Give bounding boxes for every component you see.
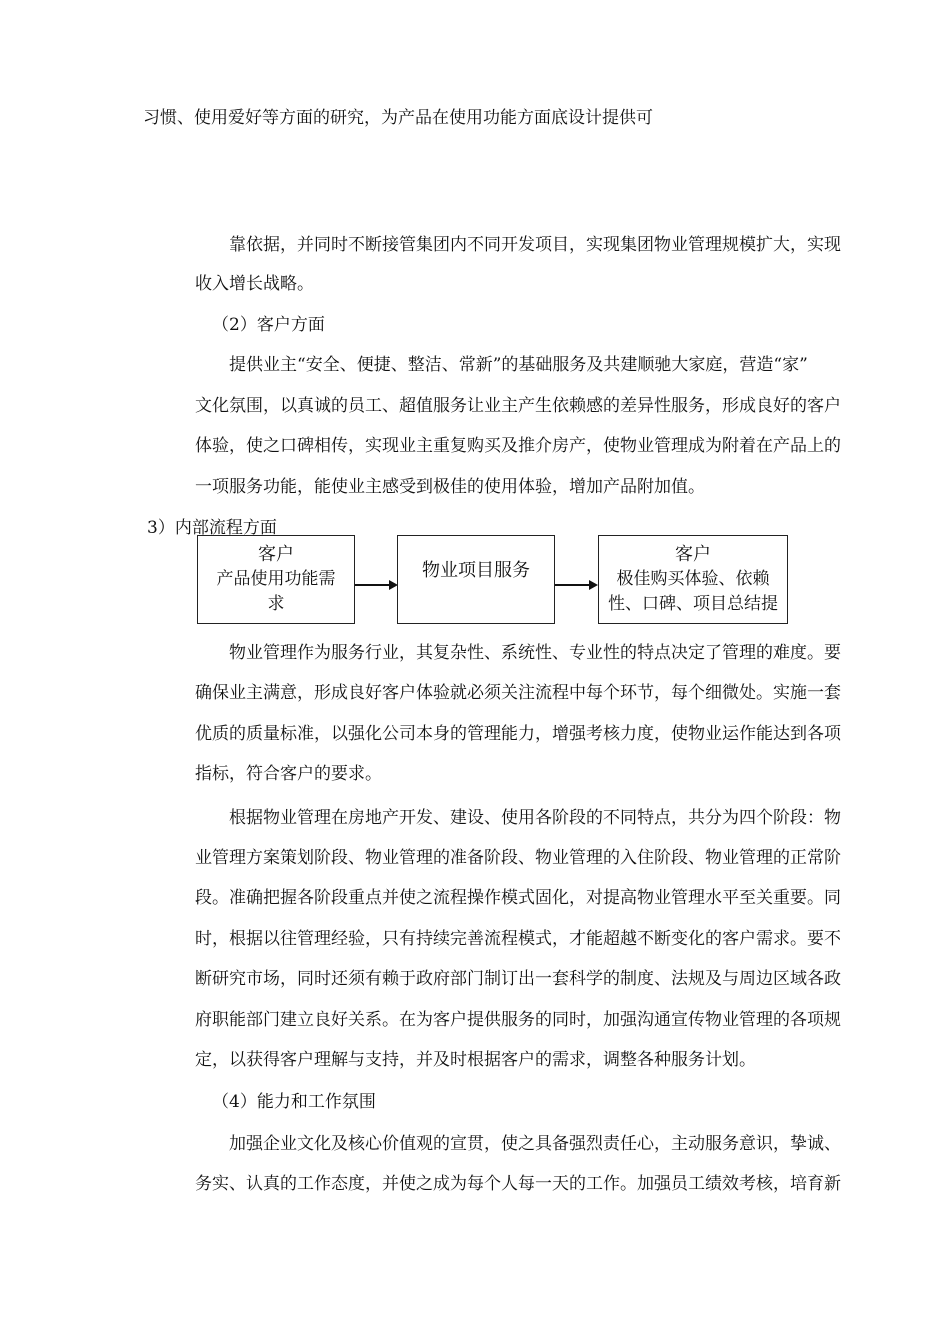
flow-box-property-service	[397, 535, 555, 624]
text-line: 断研究市场，同时还须有赖于政府部门制订出一套科学的制度、法规及与周边区域各政	[195, 969, 841, 989]
text-line: 府职能部门建立良好关系。在为客户提供服务的同时，加强沟通宣传物业管理的各项规	[195, 1010, 841, 1030]
box-desc-line: 产品使用功能需	[216, 569, 336, 589]
box-title: 物业项目服务	[422, 560, 530, 581]
box-desc-line: 求	[267, 594, 285, 614]
flow-arrow-icon	[355, 578, 399, 592]
section-heading: （4）能力和工作氛围	[212, 1092, 376, 1112]
text-line: 段。准确把握各阶段重点并使之流程操作模式固化，对提高物业管理水平至关重要。同	[195, 888, 841, 908]
box-desc-line: 性、口碑、项目总结提	[608, 594, 778, 614]
flow-box-customer-experience	[598, 535, 788, 624]
text-line: 确保业主满意，形成良好客户体验就必须关注流程中每个环节，每个细微处。实施一套	[195, 683, 841, 703]
section-heading: 3）内部流程方面	[147, 518, 277, 538]
text-line: 业管理方案策划阶段、物业管理的准备阶段、物业管理的入住阶段、物业管理的正常阶	[195, 848, 841, 868]
box-title: 客户	[675, 544, 711, 565]
text-line: 体验，使之口碑相传，实现业主重复购买及推介房产，使物业管理成为附着在产品上的	[195, 436, 841, 456]
text-line: 根据物业管理在房地产开发、建设、使用各阶段的不同特点，共分为四个阶段：物	[229, 808, 841, 828]
text-line: 优质的质量标准，以强化公司本身的管理能力，增强考核力度，使物业运作能达到各项	[195, 724, 841, 744]
text-line: 物业管理作为服务行业，其复杂性、系统性、专业性的特点决定了管理的难度。要	[229, 643, 841, 663]
text-line: 定，以获得客户理解与支持，并及时根据客户的需求，调整各种服务计划。	[195, 1050, 756, 1070]
text-line: 收入增长战略。	[195, 274, 314, 294]
box-desc-line: 极佳购买体验、依赖	[616, 569, 770, 589]
flow-box-customer-need	[197, 535, 355, 624]
text-line: 靠依据，并同时不断接管集团内不同开发项目，实现集团物业管理规模扩大，实现	[229, 235, 841, 255]
box-title: 客户	[258, 544, 294, 565]
section-heading: （2）客户方面	[212, 315, 325, 335]
text-line: 提供业主“安全、便捷、整洁、常新”的基础服务及共建顺驰大家庭，营造“家”	[229, 355, 808, 375]
text-line: 一项服务功能，能使业主感受到极佳的使用体验，增加产品附加值。	[195, 477, 705, 497]
text-line: 时，根据以往管理经验，只有持续完善流程模式，才能超越不断变化的客户需求。要不	[195, 929, 841, 949]
text-line: 务实、认真的工作态度，并使之成为每个人每一天的工作。加强员工绩效考核，培育新	[195, 1174, 841, 1194]
text-line: 加强企业文化及核心价值观的宣贯，使之具备强烈责任心，主动服务意识，挚诚、	[229, 1134, 841, 1154]
text-line: 文化氛围，以真诚的员工、超值服务让业主产生依赖感的差异性服务，形成良好的客户	[195, 396, 841, 416]
text-line: 指标，符合客户的要求。	[195, 764, 382, 784]
text-line: 习惯、使用爱好等方面的研究，为产品在使用功能方面底设计提供可	[143, 108, 653, 128]
flow-arrow-icon	[555, 578, 599, 592]
